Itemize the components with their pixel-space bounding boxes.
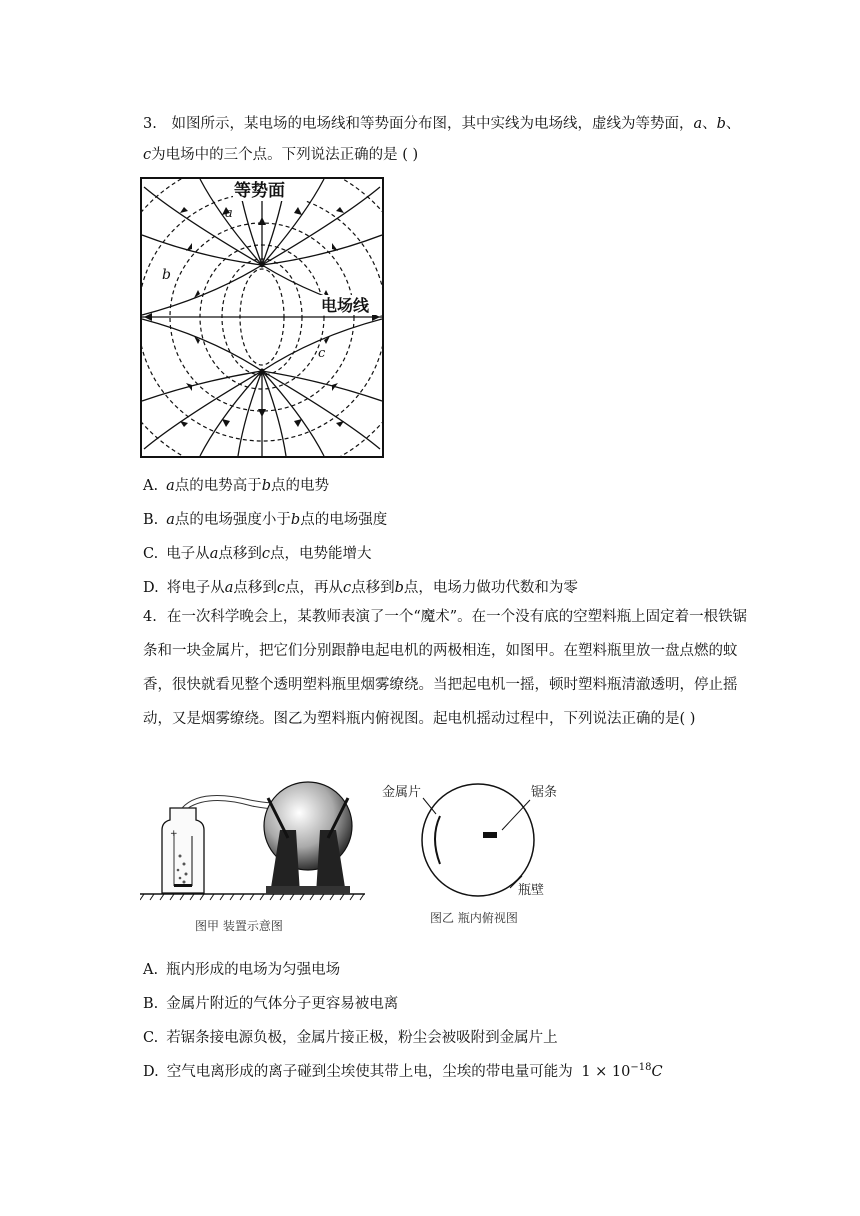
q3-option-a[interactable] xyxy=(143,474,329,495)
option-text: 点的电势高于 xyxy=(174,478,262,494)
var-a: a xyxy=(693,116,703,132)
option-text: 电子从 xyxy=(166,546,210,562)
q3-line1 xyxy=(143,112,740,133)
q4-number: 4. xyxy=(143,609,157,625)
option-text: 空气电离形成的离子碰到尘埃使其带上电，尘埃的带电量可能为 xyxy=(166,1064,573,1080)
option-text: 金属片附近的气体分子更容易被电离 xyxy=(166,996,399,1012)
label-equipotential: 等势面 xyxy=(234,181,285,201)
q4-apparatus-figure xyxy=(140,778,600,933)
q3-option-b[interactable] xyxy=(143,508,387,529)
sep: 、 xyxy=(725,116,741,132)
var: a xyxy=(166,512,175,528)
var-c: c xyxy=(143,147,152,163)
q3-option-d[interactable] xyxy=(143,576,578,597)
var: b xyxy=(290,512,301,528)
option-text: 点，电场力做功代数和为零 xyxy=(403,580,578,596)
option-text: 点的电势 xyxy=(271,478,330,494)
math-exponent: −18 xyxy=(630,1062,652,1074)
svg-text:+: + xyxy=(170,829,178,839)
point-c-label: c xyxy=(318,346,326,361)
var: b xyxy=(394,580,404,596)
q3-line2 xyxy=(143,143,418,164)
option-label: A. xyxy=(143,962,159,978)
label-field-line: 电场线 xyxy=(321,296,370,315)
option-label: A. xyxy=(143,478,159,494)
option-text: 点，电势能增大 xyxy=(269,546,372,562)
charge-math xyxy=(581,1064,662,1080)
caption-figure-a: 图甲 装置示意图 xyxy=(195,919,283,933)
option-text: 将电子从 xyxy=(166,580,225,596)
point-b-label: b xyxy=(162,267,171,283)
option-text: 点移到 xyxy=(218,546,262,562)
option-label: D. xyxy=(143,580,159,596)
option-text: 点移到 xyxy=(351,580,395,596)
option-label: C. xyxy=(143,546,159,562)
option-label: C. xyxy=(143,1030,159,1046)
label-metal-plate: 金属片 xyxy=(382,785,422,800)
var-b: b xyxy=(716,116,726,132)
var: c xyxy=(343,580,352,596)
var: c xyxy=(276,580,285,596)
q3-number: 3. xyxy=(143,116,157,132)
q3-field-diagram xyxy=(140,177,384,458)
q4-option-d[interactable] xyxy=(143,1060,663,1081)
q4-stem-text: 在一次科学晚会上，某教师表演了一个“魔术”。在一个没有底的空塑料瓶上固定着一根铁锯条和一块金属片，把它们分别跟静电起电机的两极相连，如图甲。在塑料瓶里放一盘点燃的蚊香，很快就看见整个透明塑料瓶里烟雾缭绕。当把起电机一摇，顿时塑料瓶清澈透明，停止摇动，又是烟雾缭绕。图乙为塑料瓶内俯视图。起电机摇动过程中，下列说法正确的是( ) xyxy=(143,609,748,727)
option-text: 点的电场强度小于 xyxy=(174,512,291,528)
option-label: B. xyxy=(143,996,159,1012)
var: c xyxy=(261,546,270,562)
option-text: 点，再从 xyxy=(285,580,343,596)
option-label: B. xyxy=(143,512,159,528)
q4-option-b[interactable] xyxy=(143,992,398,1013)
q4-option-c[interactable] xyxy=(143,1026,558,1047)
point-a-label: a xyxy=(225,206,233,221)
q3-option-c[interactable] xyxy=(143,542,371,563)
label-bottle-wall: 瓶壁 xyxy=(518,883,545,898)
var: a xyxy=(166,478,175,494)
option-text: 点的电场强度 xyxy=(300,512,388,528)
q4-stem xyxy=(143,600,758,736)
label-saw-blade: 锯条 xyxy=(531,785,558,800)
var: a xyxy=(209,546,219,562)
var: b xyxy=(261,478,272,494)
q3-stem-text-2: 为电场中的三个点。下列说法正确的是 ( ) xyxy=(151,147,419,163)
q3-stem-text: 如图所示，某电场的电场线和等势面分布图，其中实线为电场线，虚线为等势面， xyxy=(171,116,694,132)
option-text: 瓶内形成的电场为匀强电场 xyxy=(166,962,341,978)
caption-figure-b: 图乙 瓶内俯视图 xyxy=(430,911,518,925)
math-unit: C xyxy=(651,1064,663,1080)
math-base: 1 × 10 xyxy=(581,1064,631,1080)
var: a xyxy=(224,580,234,596)
option-text: 点移到 xyxy=(233,580,277,596)
option-label: D. xyxy=(143,1064,159,1080)
option-text: 若锯条接电源负极，金属片接正极，粉尘会被吸附到金属片上 xyxy=(166,1030,558,1046)
sep: 、 xyxy=(702,116,717,132)
q4-option-a[interactable] xyxy=(143,958,340,979)
